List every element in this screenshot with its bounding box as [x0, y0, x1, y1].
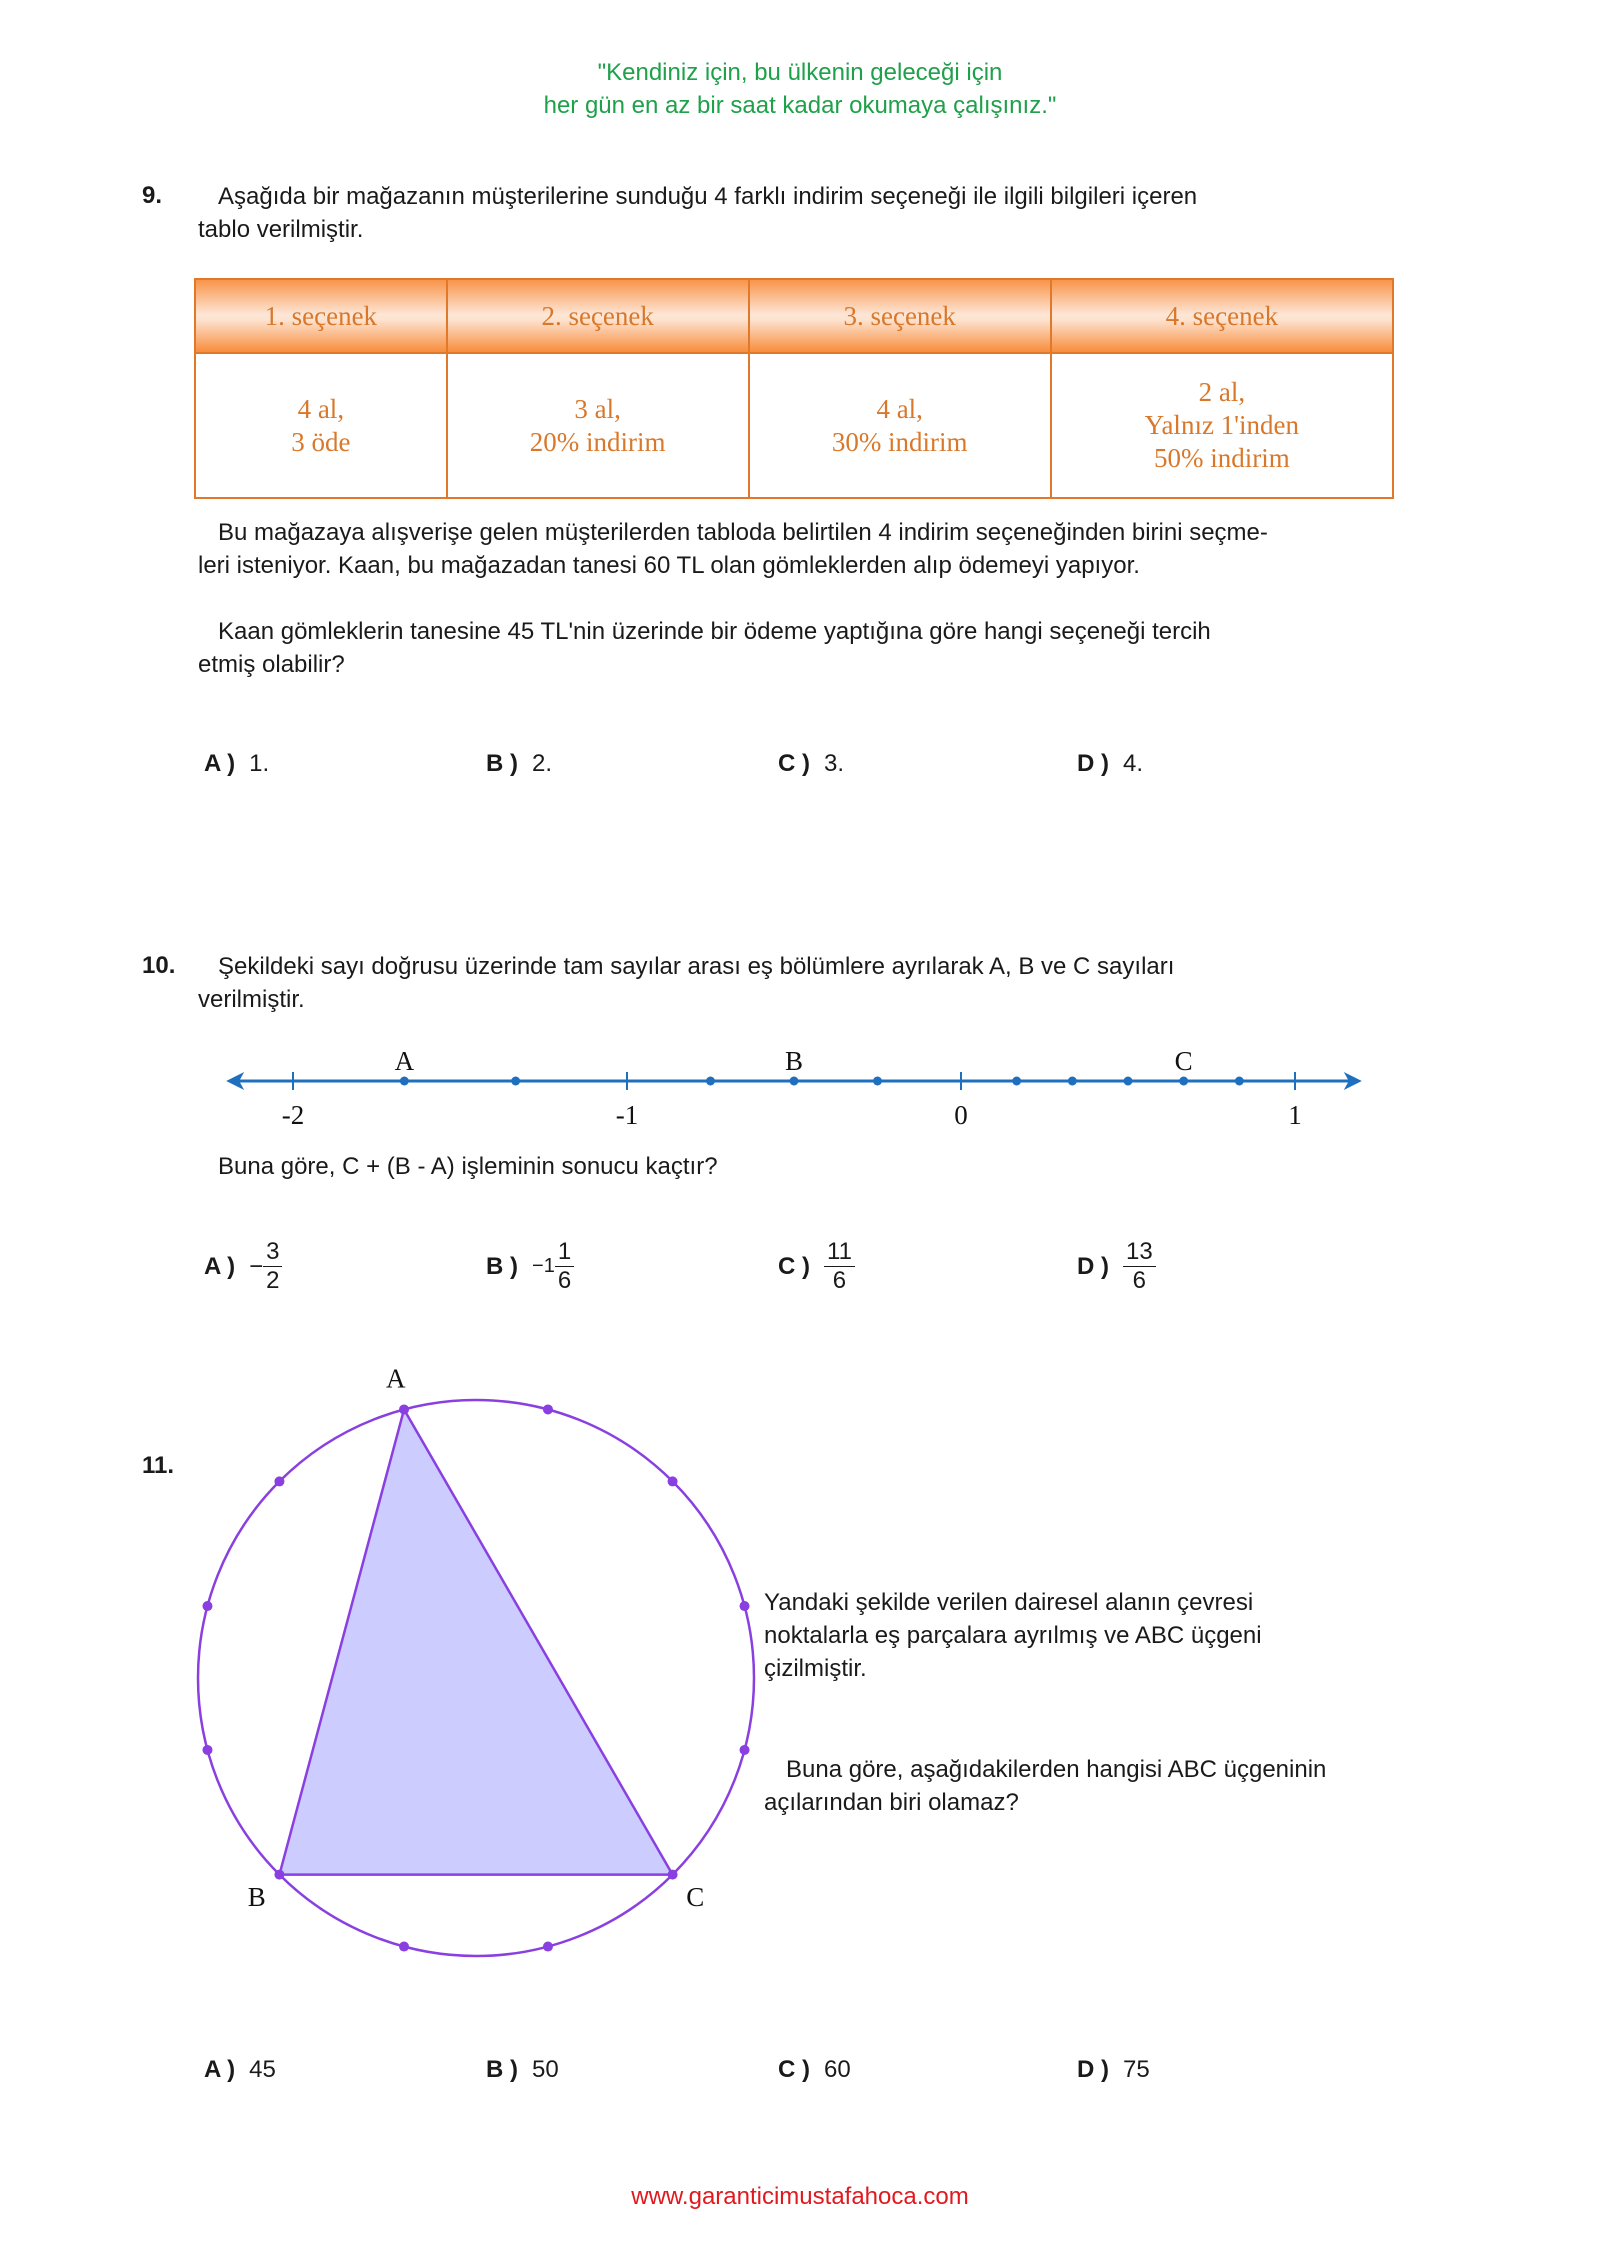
table-cell	[447, 353, 749, 498]
numerator: 11	[824, 1238, 855, 1267]
table-header-cell: 4. seçenek	[1051, 279, 1393, 353]
choice-letter: D )	[1077, 2056, 1109, 2083]
denominator: 2	[266, 1267, 280, 1294]
circle-division-point	[668, 1476, 678, 1486]
whole-part: 1	[543, 1255, 555, 1277]
motto-quote	[0, 56, 1600, 122]
number-line-figure	[0, 1030, 1600, 1140]
cell-line: 30% indirim	[831, 426, 968, 457]
choice-text: 50	[532, 2056, 559, 2083]
division-point	[400, 1077, 409, 1086]
circle-division-point	[668, 1870, 678, 1880]
choice-letter: C )	[778, 2056, 810, 2083]
question-intro-line-1: Şekildeki sayı doğrusu üzerinde tam sayılar arası eş bölümlere ayrılarak A, B ve C sayıları	[218, 953, 1175, 980]
answer-choice-a[interactable]	[204, 2056, 276, 2084]
question-prompt-line-2: açılarından biri olamaz?	[764, 1789, 1019, 1816]
cell-line: 2 al,	[1198, 377, 1246, 407]
answer-choice-b[interactable]	[486, 2056, 559, 2084]
circle-division-point	[543, 1942, 553, 1952]
circle-division-point	[202, 1745, 212, 1755]
answer-choice-c[interactable]	[778, 750, 844, 778]
answer-choice-d[interactable]	[1077, 750, 1143, 778]
answer-choice-c[interactable]	[778, 2056, 851, 2084]
point-label-c: C	[1174, 1046, 1193, 1076]
table-header-cell: 2. seçenek	[447, 279, 749, 353]
question-intro-line-2: tablo verilmiştir.	[198, 216, 364, 243]
division-point	[1235, 1077, 1244, 1086]
point-label-a: A	[394, 1046, 415, 1076]
tick-label: -1	[615, 1100, 639, 1130]
point-label-b: B	[784, 1046, 804, 1076]
answer-choice-d[interactable]	[1077, 1238, 1156, 1295]
fraction	[824, 1238, 855, 1295]
answer-choice-b[interactable]	[486, 750, 552, 778]
figure-description-line-3: çizilmiştir.	[764, 1655, 867, 1682]
circle-division-point	[399, 1942, 409, 1952]
triangle-abc	[279, 1409, 672, 1874]
figure-description-line-1: Yandaki şekilde verilen dairesel alanın çevresi	[764, 1589, 1254, 1616]
question-intro-line-2: verilmiştir.	[198, 986, 305, 1013]
division-point	[790, 1077, 799, 1086]
choice-text: 45	[249, 2056, 276, 2083]
choice-letter: D )	[1077, 750, 1109, 777]
cell-line: 50% indirim	[1153, 443, 1290, 473]
table-cell	[749, 353, 1051, 498]
circle-division-point	[274, 1476, 284, 1486]
motto-line-2: her gün en az bir saat kadar okumaya çalışınız."	[543, 92, 1057, 119]
question-prompt: Buna göre, C + (B - A) işleminin sonucu kaçtır?	[218, 1153, 718, 1180]
cell-line: 4 al,	[876, 393, 923, 424]
footer-website-link[interactable]: www.garanticimustafahoca.com	[631, 2183, 969, 2210]
question-number: 10.	[142, 952, 176, 979]
division-point	[1179, 1077, 1188, 1086]
circle-division-point	[202, 1601, 212, 1611]
denominator: 6	[557, 1267, 572, 1294]
table-header-row	[195, 279, 1393, 353]
discount-options-table	[194, 278, 1394, 499]
choice-letter: C )	[778, 750, 810, 777]
question-body-line-1: Bu mağazaya alışverişe gelen müşterilerden tabloda belirtilen 4 indirim seçeneğinden birini seçme-	[218, 519, 1268, 546]
vertex-label-c: C	[686, 1882, 705, 1913]
choice-text: 1.	[249, 750, 270, 777]
question-prompt-line-2: etmiş olabilir?	[198, 651, 345, 678]
denominator: 6	[832, 1267, 847, 1294]
choice-letter: B )	[486, 2056, 518, 2083]
denominator: 6	[1132, 1267, 1147, 1294]
table-row	[195, 353, 1393, 498]
fraction	[1123, 1238, 1156, 1295]
answer-choice-a[interactable]	[204, 750, 269, 778]
numerator: 1	[555, 1238, 574, 1267]
cell-line: 4 al,	[297, 393, 345, 424]
choice-letter: D )	[1077, 1252, 1109, 1280]
circle-division-point	[543, 1404, 553, 1414]
minus-sign: −	[532, 1255, 544, 1277]
table-header-cell: 3. seçenek	[749, 279, 1051, 353]
fraction	[263, 1238, 282, 1295]
figure-description-line-2: noktalarla eş parçalara ayrılmış ve ABC üçgeni	[764, 1622, 1262, 1649]
vertex-label-a: A	[386, 1363, 406, 1394]
choice-text: 4.	[1123, 750, 1144, 777]
choice-text: 60	[824, 2056, 851, 2083]
cell-line: Yalnız 1'inden	[1144, 410, 1300, 440]
tick-label: 1	[1288, 1100, 1302, 1130]
division-point	[511, 1077, 520, 1086]
question-number: 11.	[142, 1452, 175, 1479]
answer-choice-c[interactable]	[778, 1238, 855, 1295]
answer-choice-b[interactable]	[486, 1238, 574, 1295]
numerator: 3	[263, 1238, 282, 1267]
question-body-line-2: leri isteniyor. Kaan, bu mağazadan tanesi 60 TL olan gömleklerden alıp ödemeyi yapıyor.	[198, 552, 1140, 579]
question-number: 9.	[142, 182, 163, 209]
question-intro-line-1: Aşağıda bir mağazanın müşterilerine sunduğu 4 farklı indirim seçeneği ile ilgili bilgileri içeren	[218, 183, 1198, 210]
choice-text: 2.	[532, 750, 553, 777]
minus-sign: −	[249, 1252, 264, 1280]
choice-text: 3.	[824, 750, 845, 777]
choice-letter: A )	[204, 1252, 236, 1280]
answer-choice-a[interactable]	[204, 1238, 282, 1295]
table-cell	[1051, 353, 1393, 498]
division-point	[873, 1077, 882, 1086]
fraction	[555, 1238, 574, 1295]
cell-line: 3 al,	[574, 393, 621, 424]
motto-line-1: "Kendiniz için, bu ülkenin geleceği için	[597, 59, 1003, 86]
cell-line: 20% indirim	[529, 426, 666, 457]
circle-division-point	[740, 1601, 750, 1611]
circle-division-point	[740, 1745, 750, 1755]
division-point	[1068, 1077, 1077, 1086]
division-point	[706, 1077, 715, 1086]
table-cell	[195, 353, 447, 498]
choice-letter: C )	[778, 1252, 810, 1280]
choice-letter: B )	[486, 750, 518, 777]
question-prompt-line-1: Kaan gömleklerin tanesine 45 TL'nin üzerinde bir ödeme yaptığına göre hangi seçeneği tercih	[218, 618, 1211, 645]
tick-label: 0	[954, 1100, 968, 1130]
cell-line: 3 öde	[291, 426, 351, 457]
vertex-label-b: B	[247, 1882, 266, 1913]
division-point	[1124, 1077, 1133, 1086]
answer-choice-d[interactable]	[1077, 2056, 1150, 2084]
division-point	[1012, 1077, 1021, 1086]
choice-text: 75	[1123, 2056, 1150, 2083]
table-header-cell: 1. seçenek	[195, 279, 447, 353]
choice-letter: B )	[486, 1252, 518, 1280]
choice-letter: A )	[204, 750, 236, 777]
circle-division-point	[274, 1870, 284, 1880]
question-prompt-line-1: Buna göre, aşağıdakilerden hangisi ABC üçgeninin	[786, 1756, 1327, 1783]
circle-triangle-figure	[150, 1363, 790, 1990]
choice-letter: A )	[204, 2056, 236, 2083]
numerator: 13	[1123, 1238, 1156, 1267]
tick-label: -2	[281, 1100, 305, 1130]
circle-division-point	[399, 1404, 409, 1414]
